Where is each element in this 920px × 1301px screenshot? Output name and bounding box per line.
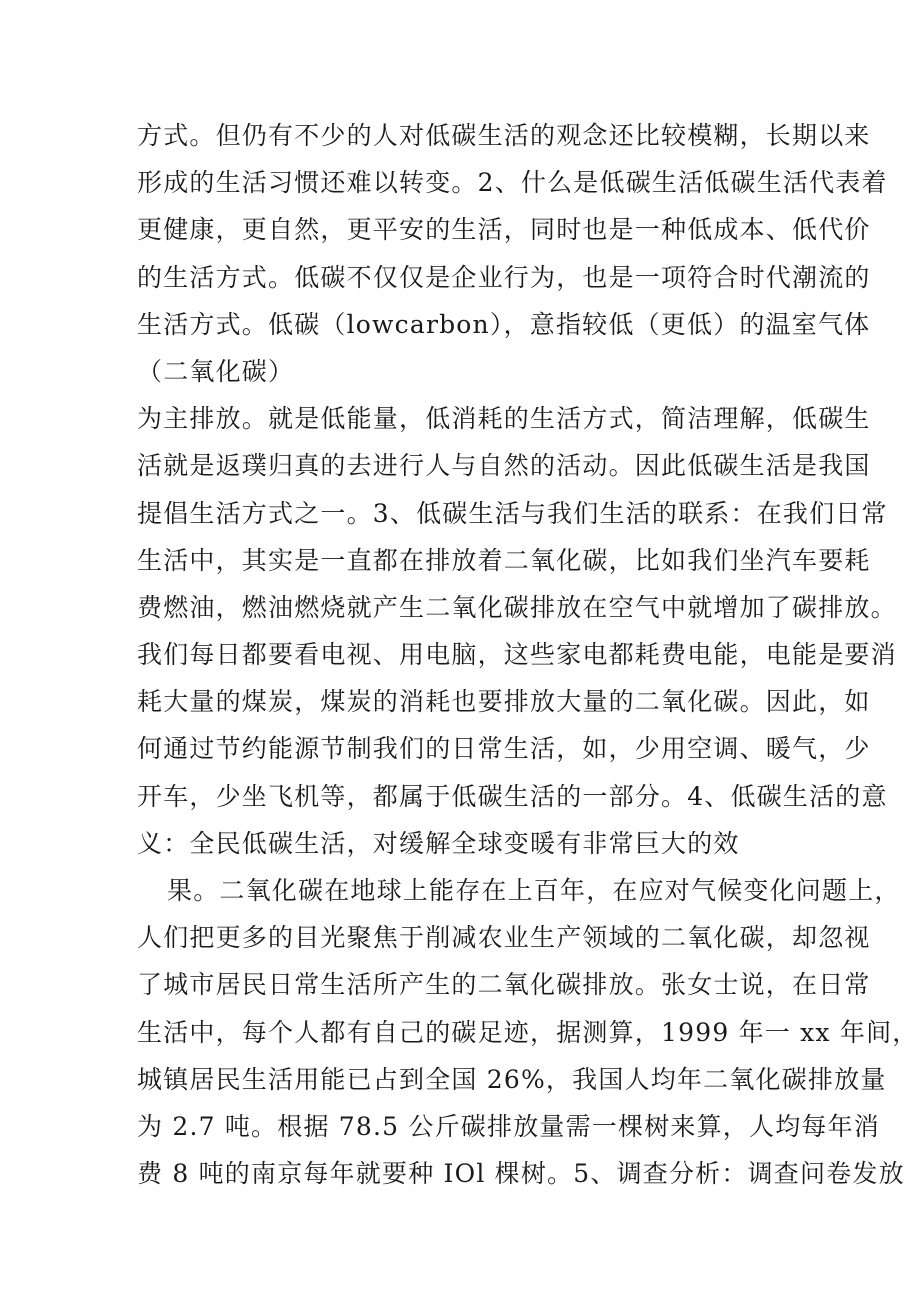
text-line: 果。二氧化碳在地球上能存在上百年，在应对气候变化问题上， [167, 876, 901, 905]
text-line: 为 2.7 吨。根据 78.5 公斤碳排放量需一棵树来算，人均每年消 [137, 1111, 881, 1141]
body-text [137, 112, 919, 1197]
text-line: 生活中，每个人都有自己的碳足迹，据测算，1999 年一 xx 年间， [137, 1017, 919, 1047]
text-line: 生活中，其实是一直都在排放着二氧化碳，比如我们坐汽车要耗 [137, 545, 871, 575]
text-line: 耗大量的煤炭，煤炭的消耗也要排放大量的二氧化碳。因此，如 [137, 687, 871, 717]
text-line: 我们每日都要看电视、用电脑，这些家电都耗费电能，电能是要消 [137, 640, 897, 670]
text-line: 为主排放。就是低能量，低消耗的生活方式，简洁理解，低碳生 [137, 404, 871, 434]
text-line: 方式。但仍有不少的人对低碳生活的观念还比较模糊，长期以来 [137, 121, 871, 150]
text-line: 的生活方式。低碳不仅仅是企业行为，也是一项符合时代潮流的 [137, 262, 871, 292]
text-line: 更健康，更自然，更平安的生活，同时也是一种低成本、低代价 [137, 215, 871, 245]
text-line: 了城市居民日常生活所产生的二氧化碳排放。张女士说，在日常 [137, 970, 871, 1000]
text-line: 费燃油，燃油燃烧就产生二氧化碳排放在空气中就增加了碳排放。 [137, 592, 897, 622]
text-line: 费 8 吨的南京每年就要种 IOl 棵树。5、调查分析：调查问卷发放 [137, 1159, 905, 1189]
text-line: 提倡生活方式之一。3、低碳生活与我们生活的联系：在我们日常 [137, 498, 888, 528]
text-line: 人们把更多的目光聚焦于削减农业生产领域的二氧化碳，却忽视 [137, 923, 871, 953]
text-line: 生活方式。低碳（lowcarbon），意指较低（更低）的温室气体 [137, 309, 871, 339]
text-line: （二氧化碳） [137, 356, 295, 386]
text-line: 城镇居民生活用能已占到全国 26%，我国人均年二氧化碳排放量 [137, 1064, 887, 1094]
text-line: 开车，少坐飞机等，都属于低碳生活的一部分。4、低碳生活的意 [137, 781, 888, 811]
text-line: 义：全民低碳生活，对缓解全球变暖有非常巨大的效 [137, 828, 740, 858]
text-line: 活就是返璞归真的去进行人与自然的活动。因此低碳生活是我国 [137, 451, 871, 481]
text-line: 何通过节约能源节制我们的日常生活，如，少用空调、暖气，少 [137, 734, 871, 764]
text-line: 形成的生活习惯还难以转变。2、什么是低碳生活低碳生活代表着 [137, 168, 888, 198]
